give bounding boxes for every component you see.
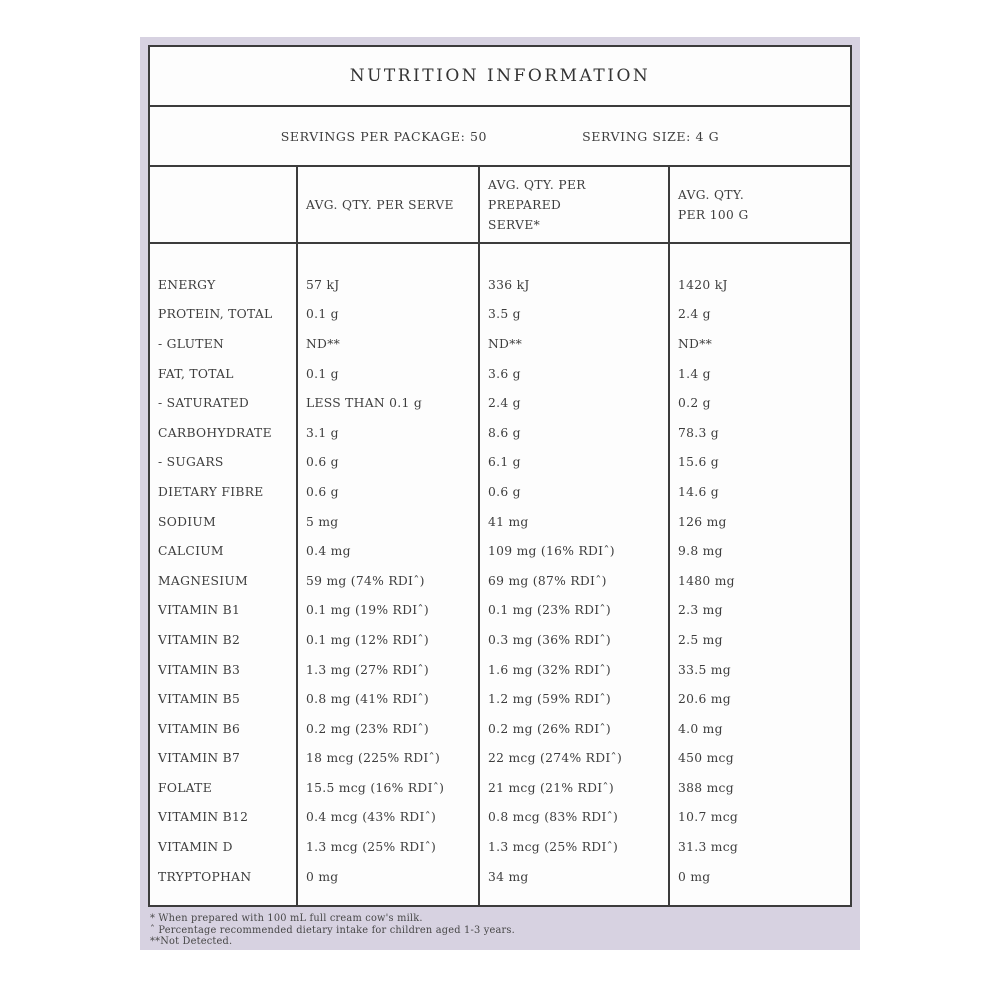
value-per-serve: 0.2 mg (23% RDIˆ) — [306, 721, 429, 736]
nutrient-label: - GLUTEN — [158, 336, 225, 351]
value-per-100g: 1420 kJ — [678, 277, 728, 292]
column-header-per-prepared-line1: AVG. QTY. PER PREPARED — [488, 177, 586, 212]
value-per-prepared-serve: 3.5 g — [488, 307, 521, 322]
column-values-per-100g — [668, 244, 850, 907]
value-per-serve: 1.3 mcg (25% RDIˆ) — [306, 840, 437, 855]
value-per-serve: 5 mg — [306, 514, 339, 529]
value-per-100g: ND** — [678, 336, 713, 351]
value-per-100g: 10.7 mcg — [678, 810, 739, 825]
value-per-prepared-serve: 6.1 g — [488, 455, 521, 470]
value-per-prepared-serve: 21 mcg (21% RDIˆ) — [488, 780, 614, 795]
value-per-prepared-serve: 69 mg (87% RDIˆ) — [488, 573, 607, 588]
footnote-not-detected: **Not Detected. — [150, 936, 233, 947]
footnote-prepared: * When prepared with 100 mL full cream cow's milk. — [150, 913, 423, 924]
value-per-100g: 126 mg — [678, 514, 727, 529]
nutrient-label: CALCIUM — [158, 544, 224, 559]
value-per-serve: 0.6 g — [306, 484, 339, 499]
value-per-prepared-serve: 0.3 mg (36% RDIˆ) — [488, 632, 611, 647]
value-per-100g: 33.5 mg — [678, 662, 731, 677]
nutrient-label: PROTEIN, TOTAL — [158, 307, 273, 322]
value-per-100g: 14.6 g — [678, 484, 719, 499]
column-header-per-serve — [296, 167, 478, 242]
value-per-serve: ND** — [306, 336, 341, 351]
value-per-serve: 3.1 g — [306, 425, 339, 440]
value-per-serve: LESS THAN 0.1 g — [306, 396, 422, 411]
value-per-prepared-serve: 0.2 mg (26% RDIˆ) — [488, 721, 611, 736]
nutrient-label: VITAMIN B6 — [158, 721, 241, 736]
value-per-prepared-serve: 109 mg (16% RDIˆ) — [488, 544, 615, 559]
value-per-serve: 0.1 mg (19% RDIˆ) — [306, 603, 429, 618]
column-header-per-serve-line1: AVG. QTY. PER SERVE — [306, 197, 454, 212]
value-per-100g: 9.8 mg — [678, 544, 723, 559]
footnotes — [150, 913, 515, 948]
value-per-serve: 0.4 mg — [306, 544, 351, 559]
value-per-serve: 15.5 mcg (16% RDIˆ) — [306, 780, 445, 795]
footnote-rdi: ˆ Percentage recommended dietary intake for children aged 1-3 years. — [150, 924, 515, 936]
value-per-prepared-serve: 0.8 mcg (83% RDIˆ) — [488, 810, 619, 825]
value-per-100g: 31.3 mcg — [678, 840, 739, 855]
value-per-prepared-serve: 34 mg — [488, 869, 529, 884]
value-per-100g: 450 mcg — [678, 751, 734, 766]
nutrient-label: VITAMIN B7 — [158, 751, 241, 766]
value-per-serve: 57 kJ — [306, 277, 340, 292]
value-per-100g: 78.3 g — [678, 425, 719, 440]
nutrient-label: SODIUM — [158, 514, 216, 529]
value-per-prepared-serve: 41 mg — [488, 514, 529, 529]
table-body — [150, 244, 850, 907]
nutrient-label: TRYPTOPHAN — [158, 869, 252, 884]
value-per-serve: 0.4 mcg (43% RDIˆ) — [306, 810, 437, 825]
column-header-row — [150, 167, 850, 244]
value-per-serve: 18 mcg (225% RDIˆ) — [306, 751, 441, 766]
column-header-per-100g-line1: AVG. QTY. — [678, 187, 745, 202]
value-per-prepared-serve: 1.3 mcg (25% RDIˆ) — [488, 840, 619, 855]
value-per-100g: 388 mcg — [678, 780, 734, 795]
nutrient-label: MAGNESIUM — [158, 573, 248, 588]
nutrient-label: - SATURATED — [158, 396, 250, 411]
servings-per-package: SERVINGS PER PACKAGE: 50 — [280, 128, 488, 144]
nutrient-label: FOLATE — [158, 780, 212, 795]
value-per-100g: 2.4 g — [678, 307, 711, 322]
value-per-prepared-serve: 1.2 mg (59% RDIˆ) — [488, 692, 611, 707]
servings-row — [150, 107, 850, 167]
column-values-per-serve — [296, 244, 478, 907]
nutrient-label: CARBOHYDRATE — [158, 425, 272, 440]
value-per-prepared-serve: 0.1 mg (23% RDIˆ) — [488, 603, 611, 618]
value-per-100g: 4.0 mg — [678, 721, 723, 736]
column-header-per-prepared-line2: SERVE* — [488, 217, 541, 232]
column-nutrient-labels — [150, 244, 296, 907]
nutrient-label: DIETARY FIBRE — [158, 484, 264, 499]
value-per-100g: 0.2 g — [678, 396, 711, 411]
value-per-serve: 59 mg (74% RDIˆ) — [306, 573, 425, 588]
value-per-serve: 0.1 g — [306, 366, 339, 381]
value-per-prepared-serve: 3.6 g — [488, 366, 521, 381]
title-row — [150, 47, 850, 107]
nutrient-label: - SUGARS — [158, 455, 224, 470]
column-header-per-prepared-serve — [478, 167, 668, 242]
value-per-serve: 1.3 mg (27% RDIˆ) — [306, 662, 429, 677]
nutrient-label: ENERGY — [158, 277, 216, 292]
nutrient-label: VITAMIN B5 — [158, 692, 241, 707]
nutrient-label: FAT, TOTAL — [158, 366, 234, 381]
value-per-serve: 0.8 mg (41% RDIˆ) — [306, 692, 429, 707]
serving-size: SERVING SIZE: 4 G — [582, 128, 720, 144]
nutrient-label: VITAMIN B1 — [158, 603, 241, 618]
column-header-per-100g — [668, 167, 850, 242]
value-per-100g: 2.5 mg — [678, 632, 723, 647]
page-title: NUTRITION INFORMATION — [349, 66, 651, 86]
column-header-nutrient — [150, 167, 296, 242]
value-per-prepared-serve: 8.6 g — [488, 425, 521, 440]
column-values-prepared-serve — [478, 244, 668, 907]
value-per-100g: 15.6 g — [678, 455, 719, 470]
value-per-prepared-serve: 2.4 g — [488, 396, 521, 411]
value-per-serve: 0.1 g — [306, 307, 339, 322]
value-per-prepared-serve: 336 kJ — [488, 277, 530, 292]
value-per-100g: 0 mg — [678, 869, 711, 884]
nutrient-label: VITAMIN B3 — [158, 662, 241, 677]
nutrient-label: VITAMIN B12 — [158, 810, 249, 825]
value-per-serve: 0.1 mg (12% RDIˆ) — [306, 632, 429, 647]
value-per-100g: 1480 mg — [678, 573, 735, 588]
nutrition-table — [148, 45, 852, 907]
value-per-100g: 20.6 mg — [678, 692, 731, 707]
value-per-serve: 0 mg — [306, 869, 339, 884]
value-per-prepared-serve: 22 mcg (274% RDIˆ) — [488, 751, 623, 766]
value-per-serve: 0.6 g — [306, 455, 339, 470]
value-per-100g: 2.3 mg — [678, 603, 723, 618]
nutrient-label: VITAMIN D — [158, 840, 233, 855]
value-per-prepared-serve: ND** — [488, 336, 523, 351]
nutrition-label-panel — [140, 37, 860, 950]
value-per-prepared-serve: 1.6 mg (32% RDIˆ) — [488, 662, 611, 677]
nutrient-label: VITAMIN B2 — [158, 632, 241, 647]
value-per-prepared-serve: 0.6 g — [488, 484, 521, 499]
column-header-per-100g-line2: PER 100 G — [678, 207, 749, 222]
value-per-100g: 1.4 g — [678, 366, 711, 381]
